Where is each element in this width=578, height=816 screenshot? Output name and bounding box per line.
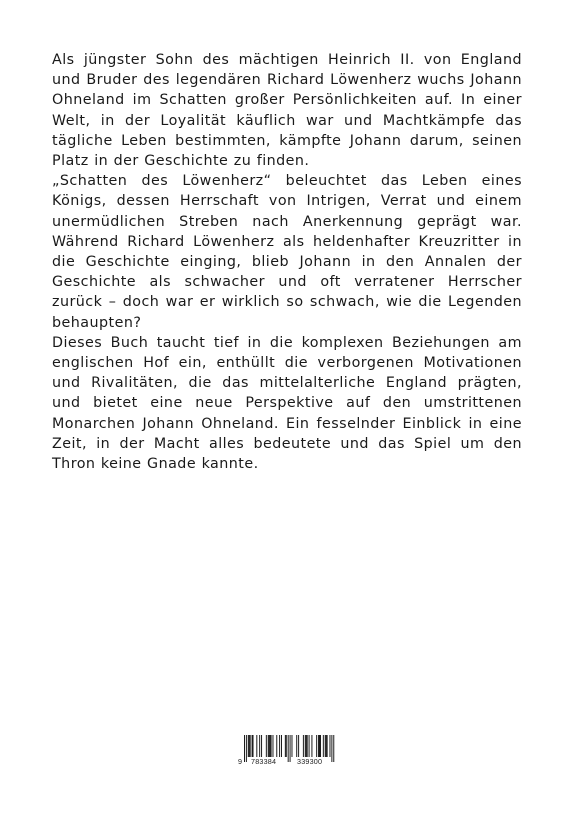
barcode-lead-digit: 9 (238, 757, 243, 766)
barcode-bar (279, 735, 280, 757)
barcode-bar (285, 735, 286, 757)
barcode-bar (303, 735, 304, 757)
barcode-bar (320, 735, 321, 757)
barcode-bar (256, 735, 257, 757)
barcode-bar (252, 735, 253, 757)
barcode-guard-bar (333, 735, 334, 762)
back-cover-blurb (52, 50, 522, 474)
blurb-paragraph-1: Als jüngster Sohn des mächtigen Heinrich II. von England und Bruder des legendären Richard Löwenherz wuchs Johann Ohneland im Schatten großer Persönlichkeiten auf. In einer Welt, in der Loyalität käuflich war und Machtkämpfe das tägliche Leben bestimmten, kämpfte Johann darum, seinen Platz in der Geschichte zu finden. (52, 52, 522, 170)
barcode-bar (259, 735, 260, 757)
barcode-bar (298, 735, 299, 757)
barcode-bar (305, 735, 306, 757)
barcode-bar (248, 735, 249, 757)
barcode-bar (316, 735, 317, 757)
barcode-bar (271, 735, 272, 757)
barcode-bar (325, 735, 326, 757)
barcode-bar (330, 735, 331, 757)
barcode-bar (250, 735, 251, 757)
barcode-bar (269, 735, 270, 757)
barcode-bar (307, 735, 308, 757)
barcode-bar (318, 735, 319, 757)
barcode-bar (327, 735, 328, 757)
barcode-bar (296, 735, 297, 757)
barcode-bar (270, 735, 271, 757)
barcode-bar (268, 735, 269, 757)
barcode-bar (276, 735, 277, 757)
barcode-bar (292, 735, 293, 757)
barcode-bar (273, 735, 274, 757)
barcode-bar (326, 735, 327, 757)
barcode-left-digits: 783384 (251, 757, 277, 766)
barcode-bar (281, 735, 282, 757)
barcode-guard-bar (246, 735, 247, 762)
barcode-guard-bar (331, 735, 332, 762)
blurb-paragraph-2: „Schatten des Löwenherz“ beleuchtet das Leben eines Königs, dessen Herrschaft von Intrigen, Verrat und einem unermüdlichen Streben nach Anerkennung geprägt war. Während Richard Löwenherz als heldenhafter Kreuzritter in die Geschichte einging, blieb Johann in den Annalen der Geschichte als schwacher und oft verratener Herrscher zurück – doch war er wirklich so schwach, wie die Legenden behaupten? (52, 173, 522, 331)
barcode-right-digits: 339300 (297, 757, 323, 766)
barcode-guard-bar (244, 735, 245, 762)
barcode-bar (309, 735, 310, 757)
barcode-bar (249, 735, 250, 757)
barcode-bar (286, 735, 287, 757)
barcode-bar (319, 735, 320, 757)
blurb-paragraph-3: Dieses Buch taucht tief in die komplexen Beziehungen am englischen Hof ein, enthüllt die verborgenen Motivationen und Rivalitäten, die das mittelalterliche England prägten, und bietet eine neue Perspektive auf den umstrittenen Monarchen Johann Ohneland. Ein fesselnder Einblick in eine Zeit, in der Macht alles bedeutete und das Spiel um den Thron keine Gnade kannte. (52, 334, 522, 473)
isbn-barcode (236, 734, 340, 770)
barcode-bar (311, 735, 312, 757)
barcode-bar (266, 735, 267, 757)
barcode-bar (323, 735, 324, 757)
barcode-guard-bar (288, 735, 289, 762)
barcode-bar (306, 735, 307, 757)
barcode-bar (253, 735, 254, 757)
barcode-guard-bar (290, 735, 291, 762)
barcode-bar (261, 735, 262, 757)
